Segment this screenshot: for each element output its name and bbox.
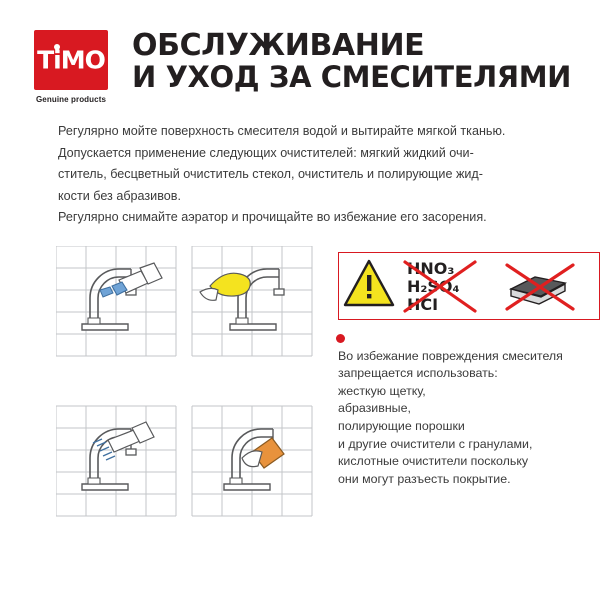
instruction-body [26, 246, 574, 546]
timo-logo-mark [34, 30, 108, 90]
illustration-panel-1 [56, 246, 176, 356]
intro-paragraph [26, 122, 574, 228]
warning-line-7: кислотные очистители поскольку [338, 454, 529, 469]
warning-line-2: запрещается использовать: [338, 366, 498, 381]
warning-line-8: они могут разъесть покрытие. [338, 471, 511, 486]
warning-text-block [338, 348, 600, 489]
intro-line-3: ститель, бесцветный очиститель стекол, очиститель и полирующие жид- [58, 167, 483, 182]
brand-logo [26, 28, 116, 104]
logo-wordmark: TiMO [37, 45, 105, 75]
intro-line-1: Регулярно мойте поверхность смесителя водой и вытирайте мягкой тканью. [58, 124, 506, 138]
title-line-2: И УХОД ЗА СМЕСИТЕЛЯМИ [132, 60, 572, 95]
illustration-panel-3 [56, 406, 176, 516]
warning-line-5: полирующие порошки [338, 419, 465, 434]
warning-line-1: Во избежание повреждения смесителя [338, 348, 563, 363]
warning-line-6: и другие очистители с гранулами, [338, 436, 533, 451]
intro-line-5: Регулярно снимайте аэратор и прочищайте во избежание его засорения. [58, 210, 487, 225]
illustration-panel-4 [192, 406, 312, 516]
svg-text:HCI: HCI [407, 294, 439, 314]
warning-triangle-icon [345, 261, 393, 305]
warning-line-3: жесткую щетку, [338, 383, 426, 398]
intro-line-2: Допускается применение следующих очистителей: мягкий жидкий очи- [58, 145, 474, 160]
document-header [26, 28, 574, 104]
svg-text:H₂SO₄: H₂SO₄ [407, 276, 460, 296]
svg-text:HNO₃: HNO₃ [407, 258, 455, 278]
illustration-panel-2 [192, 246, 312, 356]
warning-line-4: абразивные, [338, 401, 411, 416]
warning-icon-box [338, 252, 600, 320]
bullet-dot-icon [336, 334, 345, 343]
title-line-1: ОБСЛУЖИВАНИЕ [132, 28, 425, 63]
page-title [132, 28, 574, 94]
logo-tagline: Genuine products [35, 95, 107, 104]
intro-line-4: кости без абразивов. [58, 188, 181, 203]
illustration-group [56, 246, 316, 536]
